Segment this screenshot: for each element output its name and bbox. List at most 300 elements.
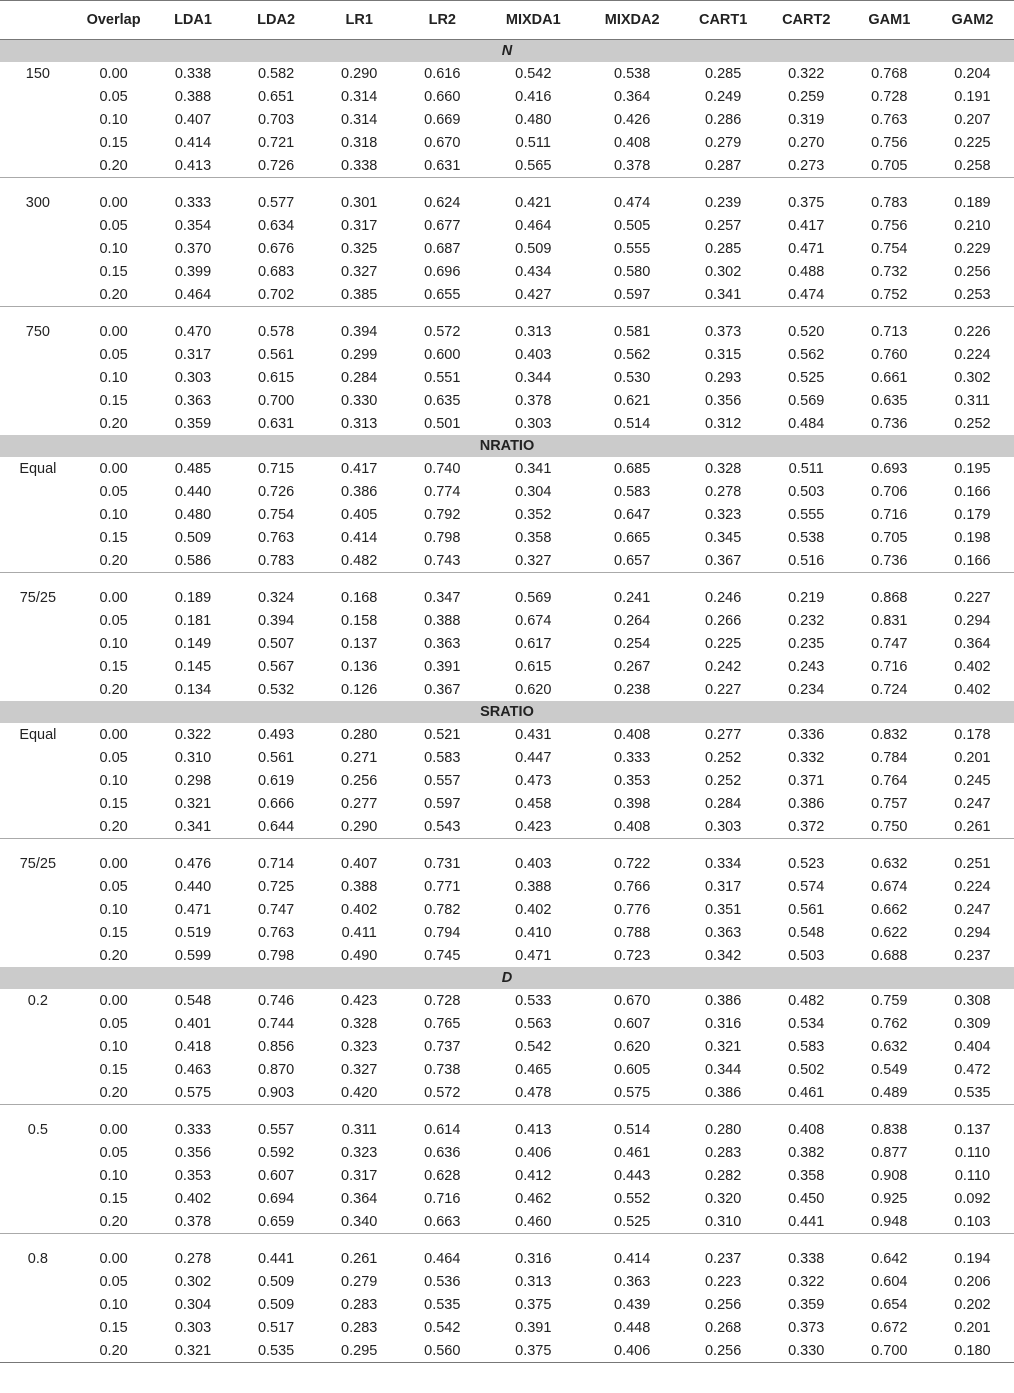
group-label xyxy=(0,1164,76,1187)
cell-lda2: 0.744 xyxy=(257,1015,295,1032)
table-row xyxy=(0,1339,1014,1363)
cell-cart1: 0.321 xyxy=(704,1038,742,1055)
cell-cart1: 0.386 xyxy=(704,1084,742,1101)
header-cell-lr2: LR2 xyxy=(401,1,484,40)
cell-overlap: 0.10 xyxy=(99,901,128,918)
cell-lda1: 0.353 xyxy=(174,1167,212,1184)
header-row xyxy=(0,1,1014,40)
cell-cart2: 0.234 xyxy=(788,681,825,698)
cell-gam1: 0.635 xyxy=(871,392,908,409)
cell-lr1: 0.313 xyxy=(341,415,378,432)
cell-gam1: 0.908 xyxy=(871,1167,908,1184)
cell-mixda2: 0.363 xyxy=(614,1273,651,1290)
cell-cart1: 0.284 xyxy=(704,795,742,812)
group-label xyxy=(0,283,76,307)
cell-lr2: 0.743 xyxy=(424,552,461,569)
cell-gam2: 0.472 xyxy=(954,1061,991,1078)
cell-mixda1: 0.674 xyxy=(515,612,552,629)
cell-gam2: 0.535 xyxy=(954,1084,991,1101)
cell-lr2: 0.551 xyxy=(424,369,461,386)
cell-gam2: 0.294 xyxy=(954,924,991,941)
cell-lr2: 0.624 xyxy=(424,194,461,211)
table-row xyxy=(0,944,1014,967)
section-header-row xyxy=(0,701,1014,723)
cell-mixda1: 0.403 xyxy=(515,346,552,363)
cell-gam1: 0.757 xyxy=(871,795,908,812)
cell-gam1: 0.831 xyxy=(871,612,908,629)
cell-mixda1: 0.460 xyxy=(515,1213,552,1230)
cell-overlap: 0.10 xyxy=(99,635,128,652)
cell-cart2: 0.371 xyxy=(788,772,825,789)
cell-gam1: 0.724 xyxy=(871,681,908,698)
cell-lda2: 0.703 xyxy=(257,111,295,128)
cell-gam1: 0.489 xyxy=(871,1084,908,1101)
cell-gam2: 0.308 xyxy=(954,992,991,1009)
cell-overlap: 0.20 xyxy=(99,286,128,303)
cell-gam2: 0.245 xyxy=(954,772,991,789)
cell-mixda2: 0.583 xyxy=(614,483,651,500)
cell-cart2: 0.259 xyxy=(788,88,825,105)
cell-overlap: 0.20 xyxy=(99,818,128,835)
cell-cart1: 0.278 xyxy=(704,483,742,500)
cell-mixda1: 0.509 xyxy=(515,240,552,257)
cell-overlap: 0.15 xyxy=(99,1190,128,1207)
cell-lda2: 0.763 xyxy=(257,529,295,546)
cell-lr1: 0.411 xyxy=(341,924,377,941)
cell-lr1: 0.317 xyxy=(341,217,378,234)
cell-lr2: 0.728 xyxy=(424,992,461,1009)
cell-mixda2: 0.575 xyxy=(614,1084,651,1101)
cell-gam1: 0.756 xyxy=(871,217,908,234)
cell-lda2: 0.507 xyxy=(257,635,295,652)
cell-mixda2: 0.788 xyxy=(614,924,651,941)
cell-lda1: 0.341 xyxy=(174,818,212,835)
cell-lr1: 0.394 xyxy=(341,323,378,340)
cell-gam2: 0.204 xyxy=(954,65,991,82)
cell-cart1: 0.341 xyxy=(704,286,742,303)
cell-lda2: 0.694 xyxy=(257,1190,295,1207)
cell-lr1: 0.388 xyxy=(341,878,378,895)
cell-lda2: 0.532 xyxy=(257,681,295,698)
cell-cart1: 0.316 xyxy=(704,1015,742,1032)
cell-mixda1: 0.378 xyxy=(515,392,552,409)
cell-cart1: 0.285 xyxy=(704,240,742,257)
cell-lda2: 0.676 xyxy=(257,240,295,257)
section-title: SRATIO xyxy=(0,701,1014,723)
cell-gam2: 0.180 xyxy=(931,1339,1014,1363)
cell-gam2: 0.261 xyxy=(954,818,991,835)
cell-mixda2: 0.555 xyxy=(614,240,651,257)
cell-mixda2: 0.552 xyxy=(614,1190,651,1207)
cell-lda2: 0.726 xyxy=(257,483,295,500)
cell-mixda2: 0.766 xyxy=(614,878,651,895)
cell-cart1: 0.225 xyxy=(704,635,742,652)
cell-overlap: 0.15 xyxy=(99,263,128,280)
cell-cart2: 0.219 xyxy=(788,589,825,606)
cell-mixda2: 0.408 xyxy=(614,818,651,835)
cell-lda1: 0.321 xyxy=(174,795,212,812)
cell-cart1: 0.257 xyxy=(704,217,742,234)
cell-lr1: 0.158 xyxy=(341,612,378,629)
table-row xyxy=(0,503,1014,526)
cell-mixda1: 0.358 xyxy=(515,529,552,546)
table-row xyxy=(0,632,1014,655)
cell-lr2: 0.745 xyxy=(424,947,461,964)
cell-overlap: 0.00 xyxy=(99,460,128,477)
cell-gam2: 0.258 xyxy=(954,157,991,174)
section-title: D xyxy=(0,967,1014,989)
cell-lr1: 0.279 xyxy=(341,1273,378,1290)
cell-cart2: 0.484 xyxy=(788,415,825,432)
cell-lr1: 0.405 xyxy=(341,506,378,523)
cell-overlap: 0.05 xyxy=(99,749,128,766)
cell-gam1: 0.728 xyxy=(871,88,908,105)
cell-cart1: 0.286 xyxy=(704,111,742,128)
table-row xyxy=(0,1081,1014,1105)
cell-mixda2: 0.581 xyxy=(614,323,651,340)
cell-lda2: 0.517 xyxy=(257,1319,295,1336)
cell-cart2: 0.503 xyxy=(788,947,825,964)
cell-gam2: 0.252 xyxy=(954,415,991,432)
cell-mixda2: 0.461 xyxy=(614,1144,651,1161)
cell-lr2: 0.782 xyxy=(424,901,461,918)
group-label xyxy=(0,1316,76,1339)
cell-gam2: 0.229 xyxy=(954,240,991,257)
cell-mixda1: 0.464 xyxy=(515,217,552,234)
cell-overlap: 0.15 xyxy=(99,795,128,812)
cell-lda2: 0.870 xyxy=(257,1061,295,1078)
table-row xyxy=(0,237,1014,260)
cell-lr1: 0.323 xyxy=(341,1144,378,1161)
cell-gam2: 0.402 xyxy=(954,658,991,675)
cell-cart1: 0.249 xyxy=(704,88,742,105)
cell-lda1: 0.302 xyxy=(174,1273,212,1290)
cell-overlap: 0.00 xyxy=(99,194,128,211)
cell-gam2: 0.256 xyxy=(954,263,991,280)
cell-lda1: 0.440 xyxy=(174,878,212,895)
group-divider xyxy=(0,1105,1014,1119)
cell-mixda1: 0.458 xyxy=(515,795,552,812)
cell-overlap: 0.05 xyxy=(99,483,128,500)
cell-lda2: 0.644 xyxy=(257,818,295,835)
cell-lda1: 0.149 xyxy=(174,635,212,652)
cell-cart2: 0.534 xyxy=(788,1015,825,1032)
cell-lda1: 0.145 xyxy=(174,658,212,675)
cell-mixda2: 0.685 xyxy=(614,460,651,477)
cell-lda2: 0.634 xyxy=(257,217,295,234)
cell-lda2: 0.702 xyxy=(257,286,295,303)
cell-cart2: 0.538 xyxy=(788,529,825,546)
cell-cart1: 0.277 xyxy=(704,726,742,743)
cell-lda2: 0.726 xyxy=(257,157,295,174)
cell-mixda1: 0.303 xyxy=(515,415,552,432)
cell-lr2: 0.737 xyxy=(424,1038,461,1055)
cell-overlap: 0.10 xyxy=(99,240,128,257)
cell-cart2: 0.319 xyxy=(788,111,825,128)
cell-gam1: 0.732 xyxy=(871,263,908,280)
table-row xyxy=(0,214,1014,237)
cell-mixda2: 0.439 xyxy=(614,1296,651,1313)
cell-lr2: 0.572 xyxy=(424,1084,461,1101)
cell-cart1: 0.237 xyxy=(704,1250,742,1267)
cell-lr2: 0.560 xyxy=(401,1339,484,1363)
cell-lr1: 0.290 xyxy=(341,818,378,835)
group-label xyxy=(0,921,76,944)
cell-cart2: 0.338 xyxy=(788,1250,825,1267)
cell-overlap: 0.15 xyxy=(99,924,128,941)
cell-lr2: 0.655 xyxy=(424,286,461,303)
cell-lr2: 0.600 xyxy=(424,346,461,363)
cell-mixda2: 0.665 xyxy=(614,529,651,546)
cell-lr1: 0.490 xyxy=(341,947,378,964)
cell-gam1: 0.838 xyxy=(871,1121,908,1138)
cell-lda1: 0.317 xyxy=(174,346,212,363)
header-cell-group xyxy=(0,1,76,40)
cell-lr2: 0.557 xyxy=(424,772,461,789)
cell-cart1: 0.252 xyxy=(704,772,742,789)
cell-lda1: 0.370 xyxy=(174,240,212,257)
cell-lda2: 0.746 xyxy=(257,992,295,1009)
cell-overlap: 0.10 xyxy=(99,772,128,789)
cell-lr2: 0.631 xyxy=(424,157,461,174)
cell-gam1: 0.622 xyxy=(871,924,908,941)
cell-lr1: 0.407 xyxy=(341,855,378,872)
cell-lda2: 0.615 xyxy=(257,369,295,386)
cell-lr2: 0.738 xyxy=(424,1061,461,1078)
cell-mixda2: 0.426 xyxy=(614,111,651,128)
cell-gam1: 0.747 xyxy=(871,635,908,652)
table-row xyxy=(0,260,1014,283)
cell-lda2: 0.763 xyxy=(257,924,295,941)
cell-cart1: 0.303 xyxy=(704,818,742,835)
cell-mixda1: 0.471 xyxy=(515,947,552,964)
cell-gam1: 0.688 xyxy=(871,947,908,964)
cell-overlap: 0.15 xyxy=(99,1061,128,1078)
cell-cart2: 0.502 xyxy=(788,1061,825,1078)
cell-mixda2: 0.597 xyxy=(614,286,651,303)
cell-lda2: 0.619 xyxy=(257,772,295,789)
cell-gam1: 0.642 xyxy=(871,1250,908,1267)
group-label xyxy=(0,944,76,967)
cell-mixda1: 0.569 xyxy=(515,589,552,606)
cell-gam1: 0.716 xyxy=(871,658,908,675)
cell-lr1: 0.284 xyxy=(341,369,378,386)
cell-cart1: 0.246 xyxy=(704,589,742,606)
cell-lda1: 0.303 xyxy=(174,369,212,386)
header-cell-cart2: CART2 xyxy=(765,1,848,40)
group-label xyxy=(0,898,76,921)
cell-lr2: 0.696 xyxy=(424,263,461,280)
cell-mixda1: 0.423 xyxy=(515,818,552,835)
cell-lr1: 0.314 xyxy=(341,88,378,105)
cell-lda2: 0.535 xyxy=(235,1339,318,1363)
table-row xyxy=(0,1316,1014,1339)
header-cell-gam1: GAM1 xyxy=(848,1,931,40)
cell-gam1: 0.632 xyxy=(871,1038,908,1055)
cell-gam2: 0.227 xyxy=(954,589,991,606)
cell-lr1: 0.137 xyxy=(341,635,378,652)
cell-gam2: 0.302 xyxy=(954,369,991,386)
group-label: 750 xyxy=(25,323,50,340)
cell-cart2: 0.382 xyxy=(788,1144,825,1161)
cell-lr2: 0.616 xyxy=(424,65,461,82)
cell-cart1: 0.285 xyxy=(704,65,742,82)
cell-lr2: 0.774 xyxy=(424,483,461,500)
group-label xyxy=(0,526,76,549)
cell-cart2: 0.332 xyxy=(788,749,825,766)
cell-mixda1: 0.421 xyxy=(515,194,552,211)
cell-lr1: 0.301 xyxy=(341,194,378,211)
cell-cart2: 0.461 xyxy=(788,1084,825,1101)
cell-mixda1: 0.327 xyxy=(515,552,552,569)
cell-mixda1: 0.412 xyxy=(515,1167,552,1184)
cell-mixda1: 0.563 xyxy=(515,1015,552,1032)
cell-lr1: 0.283 xyxy=(341,1319,378,1336)
cell-gam2: 0.110 xyxy=(954,1144,991,1161)
cell-overlap: 0.05 xyxy=(99,217,128,234)
cell-overlap: 0.20 xyxy=(99,947,128,964)
cell-lda1: 0.321 xyxy=(151,1339,234,1363)
cell-lda1: 0.470 xyxy=(174,323,212,340)
cell-gam1: 0.759 xyxy=(871,992,908,1009)
cell-lr2: 0.367 xyxy=(424,681,461,698)
cell-gam1: 0.604 xyxy=(871,1273,908,1290)
cell-cart2: 0.471 xyxy=(788,240,825,257)
cell-gam2: 0.237 xyxy=(954,947,991,964)
cell-cart2: 0.474 xyxy=(788,286,825,303)
group-label xyxy=(0,1012,76,1035)
cell-lr1: 0.402 xyxy=(341,901,378,918)
cell-overlap: 0.00 xyxy=(99,855,128,872)
cell-cart2: 0.273 xyxy=(788,157,825,174)
cell-lr1: 0.323 xyxy=(341,1038,378,1055)
cell-lr2: 0.388 xyxy=(424,612,461,629)
group-label xyxy=(0,480,76,503)
cell-overlap: 0.00 xyxy=(99,1250,128,1267)
cell-gam2: 0.201 xyxy=(954,1319,991,1336)
cell-cart2: 0.516 xyxy=(788,552,825,569)
cell-mixda1: 0.391 xyxy=(515,1319,552,1336)
cell-lda1: 0.333 xyxy=(174,1121,212,1138)
cell-gam1: 0.736 xyxy=(871,415,908,432)
cell-lda1: 0.509 xyxy=(174,529,212,546)
cell-lda1: 0.519 xyxy=(174,924,212,941)
cell-cart1: 0.282 xyxy=(704,1167,742,1184)
cell-lr1: 0.385 xyxy=(341,286,378,303)
table-row xyxy=(0,154,1014,178)
cell-lr2: 0.669 xyxy=(424,111,461,128)
cell-lda1: 0.402 xyxy=(174,1190,212,1207)
cell-cart1: 0.344 xyxy=(704,1061,742,1078)
table-row xyxy=(0,921,1014,944)
cell-mixda2: 0.408 xyxy=(614,134,651,151)
group-label xyxy=(0,815,76,839)
cell-mixda2: 0.353 xyxy=(614,772,651,789)
cell-lr1: 0.325 xyxy=(341,240,378,257)
cell-gam2: 0.247 xyxy=(954,795,991,812)
cell-gam1: 0.750 xyxy=(871,818,908,835)
cell-mixda1: 0.480 xyxy=(515,111,552,128)
cell-lr2: 0.521 xyxy=(424,726,461,743)
cell-cart2: 0.373 xyxy=(788,1319,825,1336)
cell-cart1: 0.268 xyxy=(704,1319,742,1336)
cell-overlap: 0.10 xyxy=(99,369,128,386)
cell-lda2: 0.715 xyxy=(257,460,295,477)
cell-lr2: 0.597 xyxy=(424,795,461,812)
header-cell-lr1: LR1 xyxy=(318,1,401,40)
cell-cart1: 0.280 xyxy=(704,1121,742,1138)
cell-mixda2: 0.621 xyxy=(614,392,651,409)
group-label xyxy=(0,214,76,237)
table-row xyxy=(0,1035,1014,1058)
cell-lda1: 0.414 xyxy=(174,134,212,151)
group-label xyxy=(0,237,76,260)
cell-mixda1: 0.565 xyxy=(515,157,552,174)
cell-cart1: 0.256 xyxy=(704,1296,742,1313)
cell-lr2: 0.614 xyxy=(424,1121,461,1138)
cell-cart1: 0.323 xyxy=(704,506,742,523)
cell-lda1: 0.418 xyxy=(174,1038,212,1055)
cell-overlap: 0.20 xyxy=(99,157,128,174)
group-label xyxy=(0,678,76,701)
cell-lr2: 0.670 xyxy=(424,134,461,151)
cell-gam1: 0.693 xyxy=(871,460,908,477)
cell-mixda2: 0.657 xyxy=(614,552,651,569)
cell-cart1: 0.283 xyxy=(704,1144,742,1161)
cell-lda2: 0.561 xyxy=(257,346,295,363)
cell-mixda1: 0.402 xyxy=(515,901,552,918)
cell-cart1: 0.367 xyxy=(704,552,742,569)
cell-cart2: 0.569 xyxy=(788,392,825,409)
cell-lda1: 0.599 xyxy=(174,947,212,964)
cell-lr2: 0.363 xyxy=(424,635,461,652)
group-label xyxy=(0,769,76,792)
cell-cart2: 0.583 xyxy=(788,1038,825,1055)
cell-lr1: 0.327 xyxy=(341,263,378,280)
cell-gam2: 0.206 xyxy=(954,1273,991,1290)
cell-cart2: 0.482 xyxy=(788,992,825,1009)
cell-overlap: 0.00 xyxy=(99,992,128,1009)
cell-lda2: 0.441 xyxy=(257,1250,295,1267)
group-label: 0.8 xyxy=(27,1250,48,1267)
group-label xyxy=(0,389,76,412)
cell-gam2: 0.210 xyxy=(954,217,991,234)
cell-gam1: 0.713 xyxy=(871,323,908,340)
section-header-row xyxy=(0,967,1014,989)
cell-lda2: 0.509 xyxy=(257,1273,295,1290)
cell-gam2: 0.110 xyxy=(954,1167,991,1184)
table-row xyxy=(0,549,1014,573)
cell-lr1: 0.295 xyxy=(318,1339,401,1363)
cell-cart2: 0.232 xyxy=(788,612,825,629)
cell-gam1: 0.760 xyxy=(871,346,908,363)
cell-lda1: 0.586 xyxy=(174,552,212,569)
cell-cart2: 0.525 xyxy=(788,369,825,386)
cell-mixda2: 0.406 xyxy=(583,1339,682,1363)
cell-mixda2: 0.514 xyxy=(614,415,651,432)
group-label xyxy=(0,108,76,131)
table-row xyxy=(0,131,1014,154)
cell-gam2: 0.402 xyxy=(954,681,991,698)
cell-lr2: 0.464 xyxy=(424,1250,461,1267)
cell-cart1: 0.356 xyxy=(704,392,742,409)
cell-gam1: 0.752 xyxy=(871,286,908,303)
table-row xyxy=(0,389,1014,412)
cell-lda1: 0.388 xyxy=(174,88,212,105)
group-label: Equal xyxy=(19,726,57,743)
cell-mixda1: 0.478 xyxy=(515,1084,552,1101)
cell-cart1: 0.293 xyxy=(704,369,742,386)
